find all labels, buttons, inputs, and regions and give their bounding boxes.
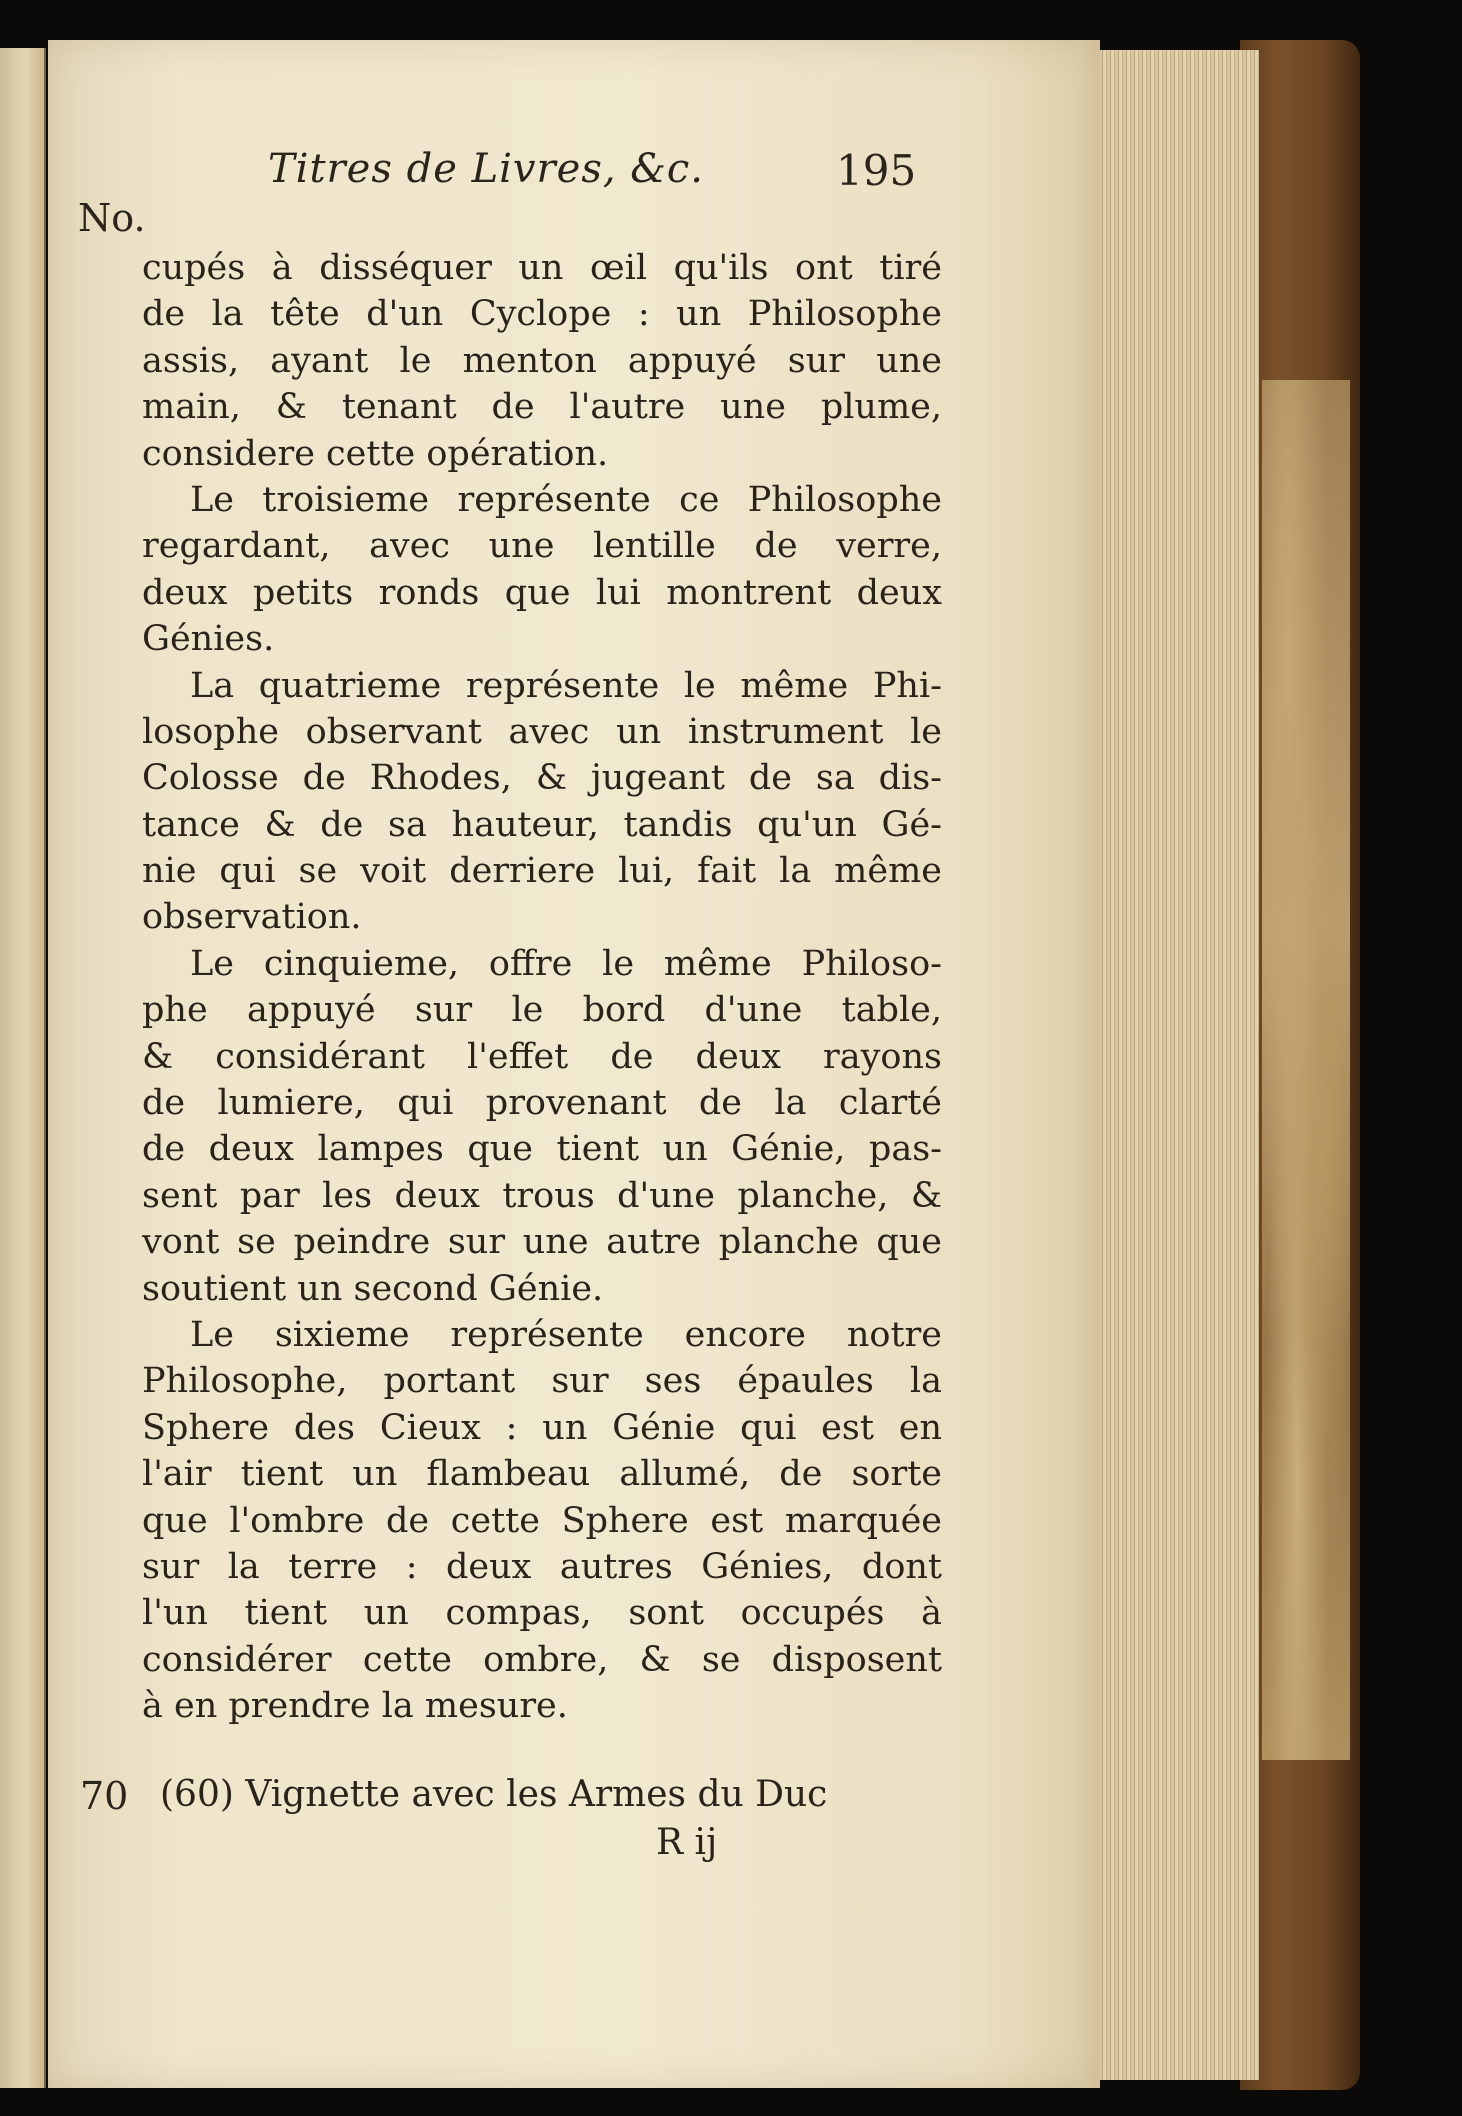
text-line: nie qui se voit derriere lui, fait la même xyxy=(142,851,942,892)
text-line: main, & tenant de l'autre une plume, xyxy=(142,387,942,428)
text-line: à en prendre la mesure. xyxy=(142,1686,568,1727)
text-line: losophe observant avec un instrument le xyxy=(142,711,942,752)
text-line: & considérant l'effet de deux rayons xyxy=(142,1036,942,1077)
text-line: considérer cette ombre, & se disposent xyxy=(142,1639,942,1680)
text-line: Le sixieme représente encore notre xyxy=(190,1314,942,1355)
text-line: de lumiere, qui provenant de la clarté xyxy=(142,1083,942,1124)
text-line: l'un tient un compas, sont occupés à xyxy=(142,1593,942,1634)
facing-page-edge xyxy=(0,48,46,2088)
margin-entry-number: 70 xyxy=(80,1774,129,1818)
text-line: regardant, avec une lentille de verre, xyxy=(142,526,942,567)
text-line: deux petits ronds que lui montrent deux xyxy=(142,572,942,613)
text-line: Sphere des Cieux : un Génie qui est en xyxy=(142,1407,942,1448)
stacked-page-edges xyxy=(1098,50,1259,2080)
text-line: assis, ayant le menton appuyé sur une xyxy=(142,340,942,381)
text-line: phe appuyé sur le bord d'une table, xyxy=(142,990,942,1031)
text-line: sur la terre : deux autres Génies, dont xyxy=(142,1546,942,1587)
text-line: Colosse de Rhodes, & jugeant de sa dis- xyxy=(142,758,942,799)
text-line: La quatrieme représente le même Phi- xyxy=(190,665,942,706)
text-line: Philosophe, portant sur ses épaules la xyxy=(142,1361,942,1402)
text-line: tance & de sa hauteur, tandis qu'un Gé- xyxy=(142,804,942,845)
text-line: de deux lampes que tient un Génie, pas- xyxy=(142,1129,942,1170)
text-line: observation. xyxy=(142,897,362,938)
text-line: Le troisieme représente ce Philosophe xyxy=(190,479,942,520)
text-line: Le cinquieme, offre le même Philoso- xyxy=(190,943,942,984)
text-line: que l'ombre de cette Sphere est marquée xyxy=(142,1500,942,1541)
text-line: cupés à disséquer un œil qu'ils ont tiré xyxy=(142,248,942,288)
entry-title-line: (60) Vignette avec les Armes du Duc xyxy=(160,1774,828,1815)
text-line: vont se peindre sur une autre planche que xyxy=(142,1222,942,1263)
signature-mark: R ij xyxy=(656,1822,718,1863)
text-line: soutient un second Génie. xyxy=(142,1268,604,1309)
text-line: Génies. xyxy=(142,619,275,660)
text-line: considere cette opération. xyxy=(142,433,609,474)
text-line: sent par les deux trous d'une planche, & xyxy=(142,1175,942,1216)
page-number: 195 xyxy=(836,146,917,195)
body-text xyxy=(142,245,942,1730)
margin-number-label: No. xyxy=(78,196,146,240)
running-head: Titres de Livres, &c. xyxy=(268,146,704,192)
marbled-cover-pattern xyxy=(1262,380,1350,1760)
text-line: de la tête d'un Cyclope : un Philosophe xyxy=(142,294,942,335)
text-line: l'air tient un flambeau allumé, de sorte xyxy=(142,1454,942,1495)
